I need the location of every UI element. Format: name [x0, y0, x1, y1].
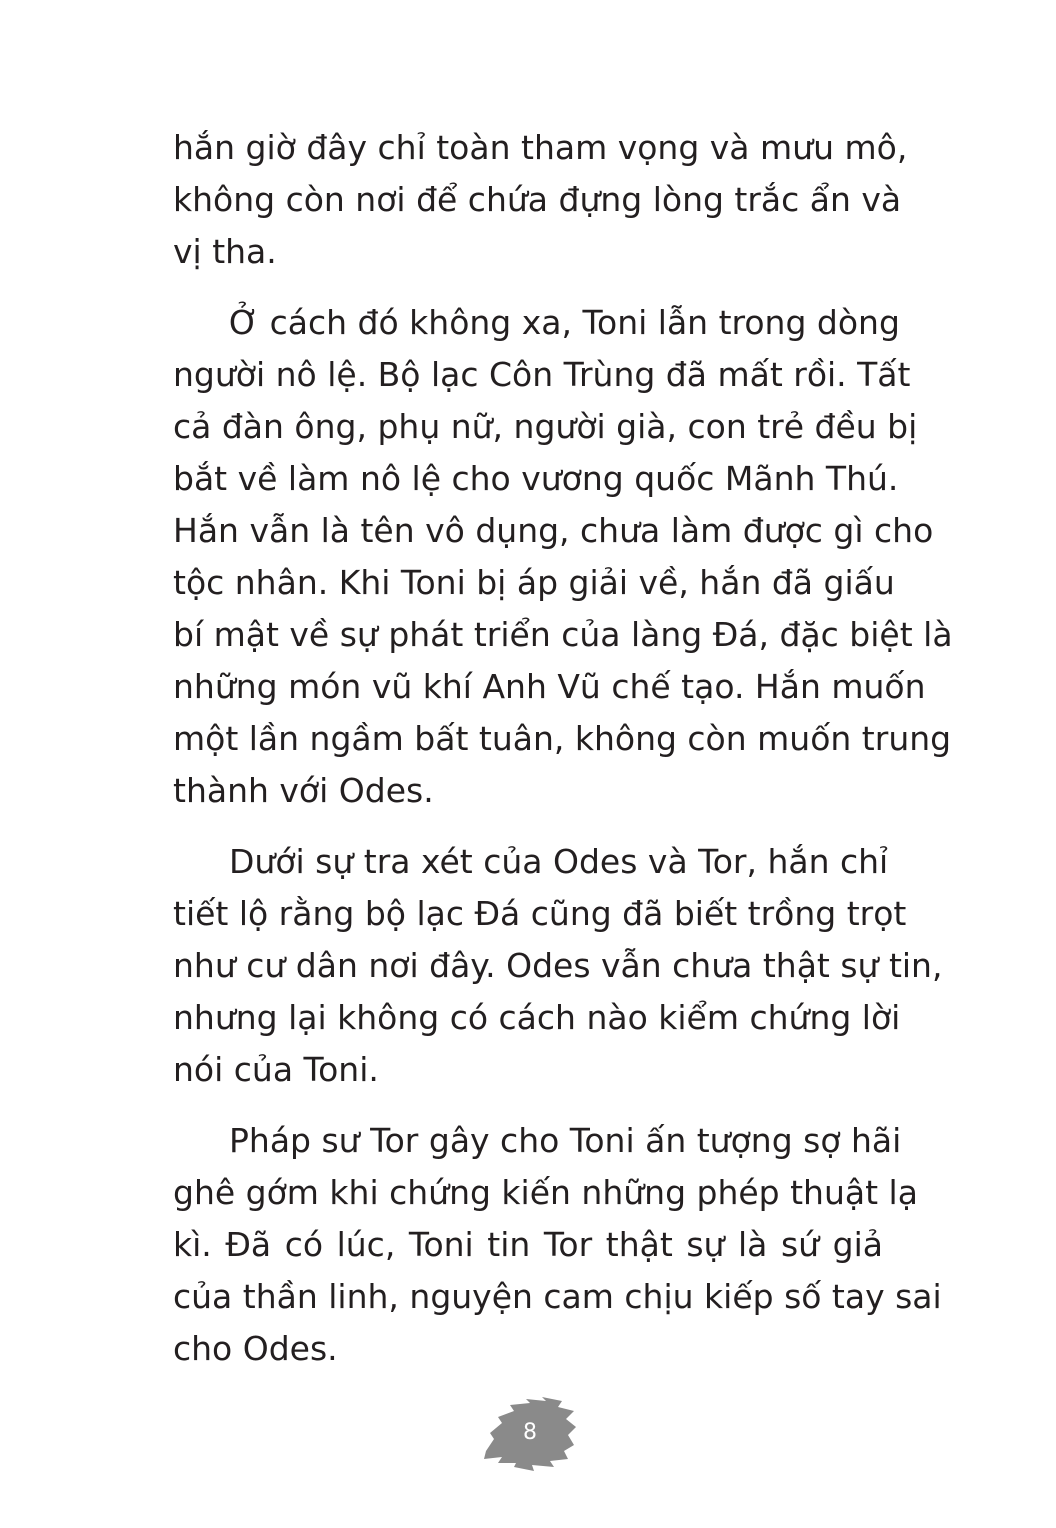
text-line: kì. Đã có lúc, Toni tin Tor thật sự là sứ giả [173, 1225, 883, 1264]
text-line: cả đàn ông, phụ nữ, người già, con trẻ đều bị [173, 407, 918, 446]
text-line: ghê gớm khi chứng kiến những phép thuật lạ [173, 1173, 918, 1212]
body-text [173, 122, 953, 1394]
text-line: của thần linh, nguyện cam chịu kiếp số tay sai [173, 1277, 942, 1316]
paragraph-1 [173, 122, 908, 278]
text-line: nói của Toni. [173, 1050, 379, 1089]
text-line: tiết lộ rằng bộ lạc Đá cũng đã biết trồng trọt [173, 894, 907, 933]
text-line: không còn nơi để chứa đựng lòng trắc ẩn và [173, 180, 902, 219]
text-line: vị tha. [173, 232, 277, 271]
text-line: hắn giờ đây chỉ toàn tham vọng và mưu mô, [173, 128, 908, 167]
text-line: như cư dân nơi đây. Odes vẫn chưa thật sự tin, [173, 946, 943, 985]
text-line: tộc nhân. Khi Toni bị áp giải về, hắn đã giấu [173, 563, 895, 602]
text-line: một lần ngầm bất tuân, không còn muốn trung [173, 719, 952, 758]
paragraph-3 [173, 836, 943, 1096]
text-line: Hắn vẫn là tên vô dụng, chưa làm được gì cho [173, 511, 934, 550]
text-line: bắt về làm nô lệ cho vương quốc Mãnh Thú. [173, 459, 899, 498]
paragraph-2 [173, 297, 953, 817]
paragraph-4 [173, 1115, 942, 1375]
text-line: người nô lệ. Bộ lạc Côn Trùng đã mất rồi. Tất [173, 355, 911, 394]
text-line: cho Odes. [173, 1329, 338, 1368]
text-line: Dưới sự tra xét của Odes và Tor, hắn chỉ [229, 842, 889, 881]
text-line: nhưng lại không có cách nào kiểm chứng lời [173, 998, 901, 1037]
text-line: Ở cách đó không xa, Toni lẫn trong dòng [229, 303, 900, 342]
page-number: 8 [523, 1420, 537, 1445]
text-line: Pháp sư Tor gây cho Toni ấn tượng sợ hãi [229, 1121, 902, 1160]
text-line: những món vũ khí Anh Vũ chế tạo. Hắn muốn [173, 667, 926, 706]
text-line: thành với Odes. [173, 771, 434, 810]
text-line: bí mật về sự phát triển của làng Đá, đặc biệt là [173, 615, 953, 654]
page-number-badge [480, 1393, 580, 1473]
